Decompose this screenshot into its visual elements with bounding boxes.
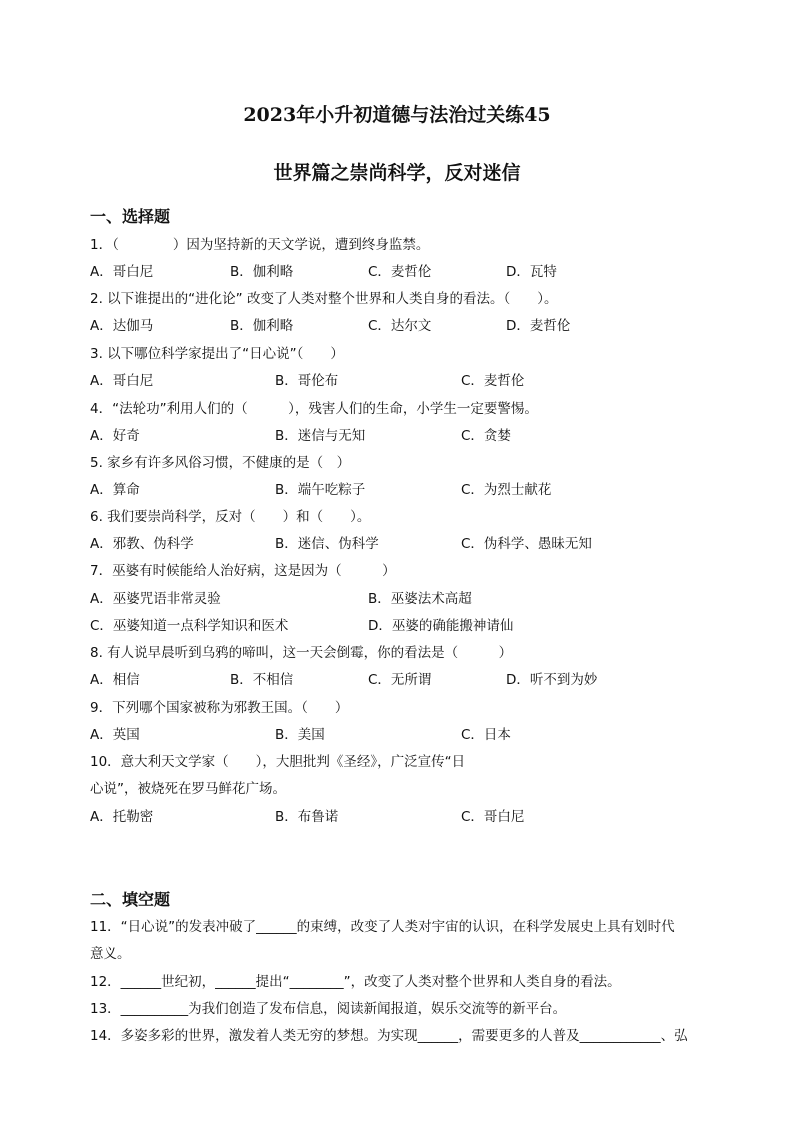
question-8: 8. 有人说早晨听到乌鸦的啼叫，这一天会倒霉，你的看法是（ ） xyxy=(90,645,513,661)
question-14: 14．多姿多彩的世界，激发着人类无穷的梦想。为实现______，需要更多的人普及____________、弘 xyxy=(90,1028,688,1044)
option-c: C．哥白尼 xyxy=(461,809,525,825)
option-b: B．迷信、伪科学 xyxy=(275,536,379,552)
option-c: C．日本 xyxy=(461,727,511,743)
question-13: 13．__________为我们创造了发布信息，阅读新闻报道，娱乐交流等的新平台。 xyxy=(90,1001,567,1017)
page-title: 2023年小升初道德与法治过关练45 xyxy=(243,104,551,126)
options-5 xyxy=(90,477,710,504)
option-a: A．巫婆咒语非常灵验 xyxy=(90,591,221,607)
option-a: A．邪教、伪科学 xyxy=(90,536,194,552)
options-8 xyxy=(90,667,710,694)
options-7-row-2 xyxy=(90,613,710,640)
options-6 xyxy=(90,531,710,558)
page-subtitle: 世界篇之崇尚科学，反对迷信 xyxy=(273,162,521,184)
section-heading-choice: 一、选择题 xyxy=(90,207,171,226)
option-a: A．相信 xyxy=(90,672,140,688)
options-3 xyxy=(90,368,710,395)
question-10-line-1: 10．意大利天文学家（ ），大胆批判《圣经》，广泛宣传“日 xyxy=(90,754,466,770)
option-c: C．麦哲伦 xyxy=(368,264,432,280)
option-c: C．达尔文 xyxy=(368,318,432,334)
question-12: 12．______世纪初，______提出“________”，改变了人类对整个世界和人类自身的看法。 xyxy=(90,974,621,990)
option-a: A．达伽马 xyxy=(90,318,154,334)
options-2 xyxy=(90,313,710,340)
option-b: B．哥伦布 xyxy=(275,373,339,389)
option-b: B．不相信 xyxy=(230,672,294,688)
options-1 xyxy=(90,259,710,286)
question-6: 6. 我们要崇尚科学，反对（ ）和（ ）。 xyxy=(90,509,371,525)
option-d: D．巫婆的确能搬神请仙 xyxy=(368,618,514,634)
option-d: D．瓦特 xyxy=(506,264,557,280)
option-a: A．英国 xyxy=(90,727,140,743)
options-9 xyxy=(90,722,710,749)
options-4 xyxy=(90,423,710,450)
option-c: C．贪婪 xyxy=(461,428,511,444)
option-d: D．听不到为妙 xyxy=(506,672,598,688)
question-1: 1．（ ）因为坚持新的天文学说，遭到终身监禁。 xyxy=(90,237,430,253)
options-10 xyxy=(90,804,710,831)
question-3: 3. 以下哪位科学家提出了“日心说”（ ） xyxy=(90,346,344,362)
section-heading-fill: 二、填空题 xyxy=(90,890,171,909)
option-a: A．哥白尼 xyxy=(90,373,154,389)
option-c: C．麦哲伦 xyxy=(461,373,525,389)
option-b: B．巫婆法术高超 xyxy=(368,591,472,607)
question-5: 5. 家乡有许多风俗习惯，不健康的是（ ） xyxy=(90,455,351,471)
option-b: B．伽利略 xyxy=(230,318,294,334)
question-9: 9．下列哪个国家被称为邪教王国。（ ） xyxy=(90,700,349,716)
option-a: A．托勒密 xyxy=(90,809,154,825)
option-b: B．伽利略 xyxy=(230,264,294,280)
option-b: B．迷信与无知 xyxy=(275,428,366,444)
question-11-line-2: 意义。 xyxy=(90,946,131,962)
option-c: C．巫婆知道一点科学知识和医术 xyxy=(90,618,289,634)
question-10-line-2: 心说”，被烧死在罗马鲜花广场。 xyxy=(90,781,286,797)
option-c: C．为烈士献花 xyxy=(461,482,552,498)
option-b: B．端午吃粽子 xyxy=(275,482,366,498)
option-d: D．麦哲伦 xyxy=(506,318,571,334)
question-11-line-1: 11．“日心说”的发表冲破了______的束缚，改变了人类对宇宙的认识，在科学发展史上具有划时代 xyxy=(90,919,675,935)
option-c: C．伪科学、愚昧无知 xyxy=(461,536,592,552)
question-7: 7．巫婆有时候能给人治好病，这是因为（ ） xyxy=(90,563,396,579)
option-a: A．哥白尼 xyxy=(90,264,154,280)
question-4: 4．“法轮功”利用人们的（ ），残害人们的生命，小学生一定要警惕。 xyxy=(90,401,538,417)
option-b: B．美国 xyxy=(275,727,325,743)
option-b: B．布鲁诺 xyxy=(275,809,339,825)
options-7-row-1 xyxy=(90,586,710,613)
option-a: A．好奇 xyxy=(90,428,140,444)
question-2: 2. 以下谁提出的“进化论” 改变了人类对整个世界和人类自身的看法。（ ）。 xyxy=(90,291,558,307)
option-a: A．算命 xyxy=(90,482,140,498)
option-c: C．无所谓 xyxy=(368,672,432,688)
